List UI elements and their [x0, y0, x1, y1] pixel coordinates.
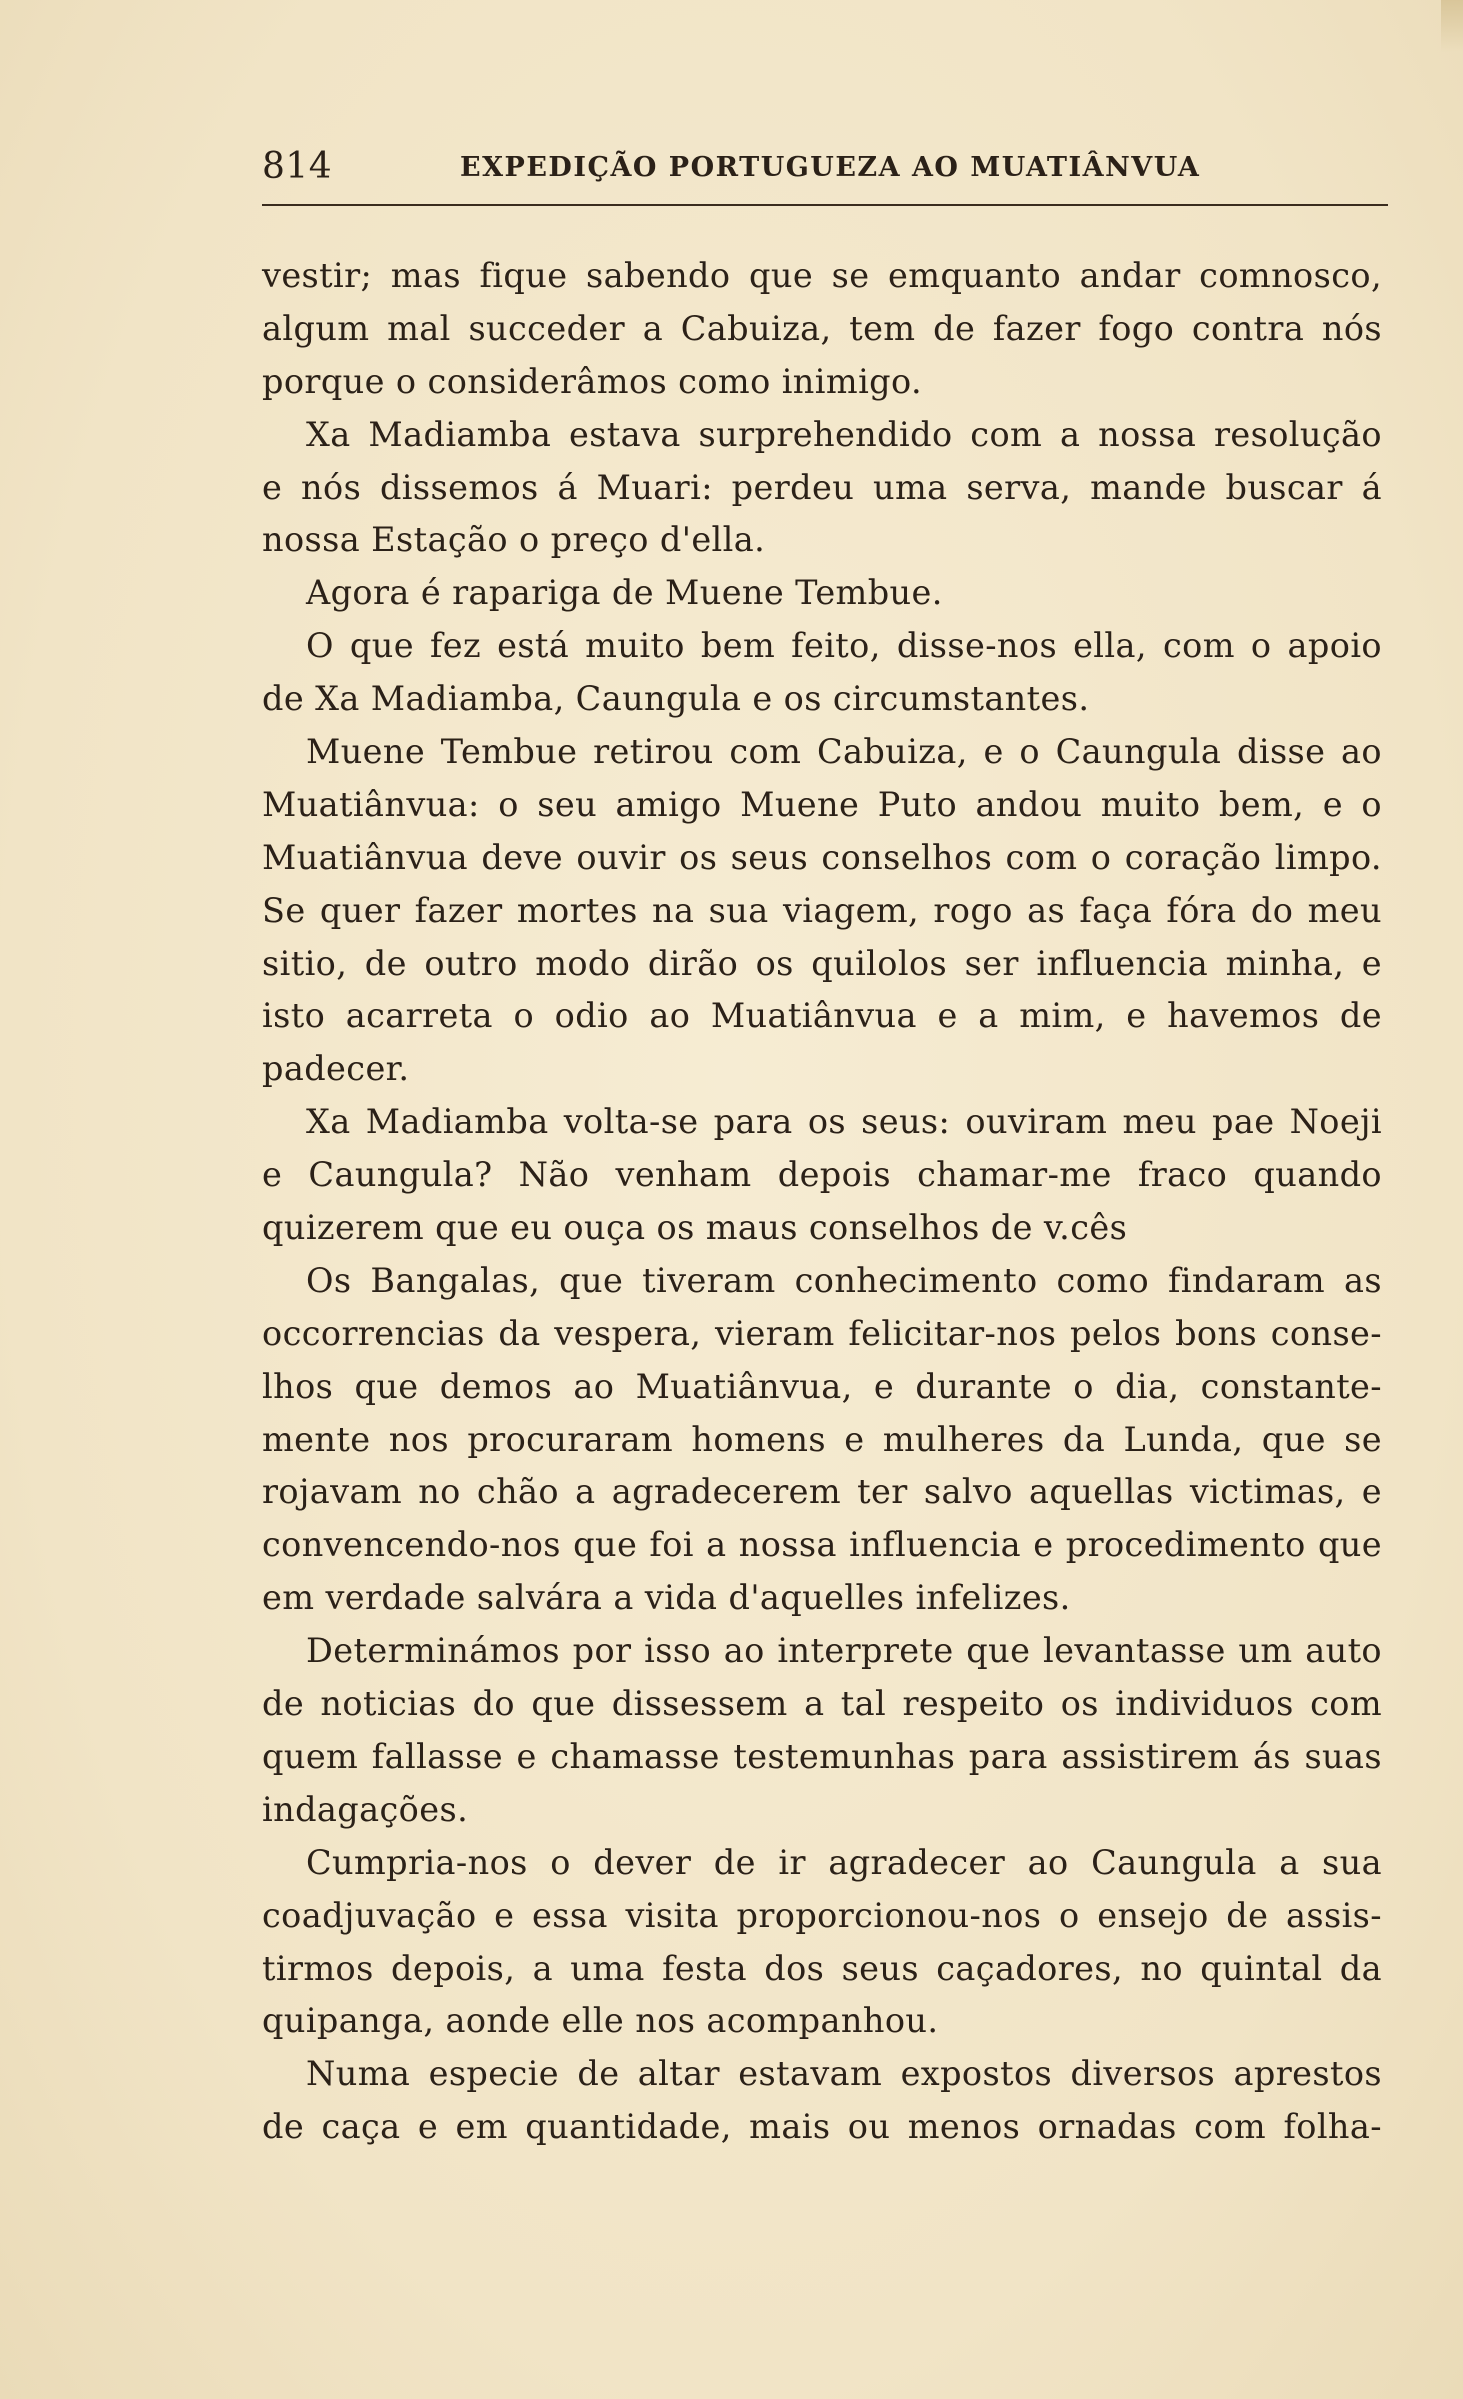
text-line: Xa Madiamba volta-se para os seus: ouviram meu pae Noeji [306, 1102, 1382, 1142]
text-line: padecer. [262, 1049, 410, 1089]
text-line: de Xa Madiamba, Caungula e os circumstantes. [262, 679, 1090, 719]
text-line: rojavam no chão a agradecerem ter salvo aquellas victimas, e [262, 1472, 1382, 1512]
text-line: Muene Tembue retirou com Cabuiza, e o Caungula disse ao [306, 732, 1382, 772]
text-line: nossa Estação o preço d'ella. [262, 520, 766, 560]
text-line: O que fez está muito bem feito, disse-nos ella, com o apoio [306, 626, 1382, 666]
text-line: algum mal succeder a Cabuiza, tem de fazer fogo contra nós [262, 308, 1382, 348]
text-line: quipanga, aonde elle nos acompanhou. [262, 2001, 939, 2041]
text-line: Xa Madiamba estava surprehendido com a nossa resolução [306, 414, 1382, 454]
text-line: lhos que demos ao Muatiânvua, e durante o dia, constante- [262, 1366, 1382, 1406]
page-edge-stain [1441, 0, 1463, 52]
text-line: porque o considerâmos como inimigo. [262, 361, 923, 401]
text-line: de noticias do que dissessem a tal respeito os individuos com [262, 1684, 1382, 1724]
text-line: quem fallasse e chamasse testemunhas para assistirem ás suas [262, 1736, 1382, 1776]
text-line: e nós dissemos á Muari: perdeu uma serva, mande buscar á [262, 467, 1382, 507]
page-header [262, 146, 1392, 188]
text-line: Cumpria-nos o dever de ir agradecer ao Caungula a sua [306, 1842, 1382, 1882]
text-line: Os Bangalas, que tiveram conhecimento como findaram as [306, 1260, 1382, 1300]
text-line: Agora é rapariga de Muene Tembue. [306, 573, 943, 613]
text-line: quizerem que eu ouça os maus conselhos de v.cês [262, 1208, 1128, 1248]
text-line: Muatiânvua deve ouvir os seus conselhos com o coração limpo. [262, 837, 1382, 877]
page-number: 814 [262, 146, 333, 187]
text-line: em verdade salvára a vida d'aquelles infelizes. [262, 1578, 1071, 1618]
text-line: sitio, de outro modo dirão os quilolos ser influencia minha, e [262, 943, 1382, 983]
text-line: mente nos procuraram homens e mulheres da Lunda, que se [262, 1419, 1382, 1459]
text-line: Determinámos por isso ao interprete que levantasse um auto [306, 1631, 1382, 1671]
text-line: coadjuvação e essa visita proporcionou-nos o ensejo de assis- [262, 1895, 1382, 1935]
body-text [262, 250, 1382, 2154]
running-title: EXPEDIÇÃO PORTUGUEZA AO MUATIÂNVUA [460, 152, 1201, 183]
text-line: Numa especie de altar estavam expostos diversos aprestos [306, 2054, 1382, 2094]
text-line: tirmos depois, a uma festa dos seus caçadores, no quintal da [262, 1948, 1382, 1988]
text-line: e Caungula? Não venham depois chamar-me fraco quando [262, 1155, 1382, 1195]
text-line: vestir; mas fique sabendo que se emquanto andar comnosco, [262, 256, 1382, 295]
text-line: Muatiânvua: o seu amigo Muene Puto andou muito bem, e o [262, 784, 1382, 824]
text-line: isto acarreta o odio ao Muatiânvua e a mim, e havemos de [262, 996, 1382, 1036]
text-line: de caça e em quantidade, mais ou menos ornadas com folha- [262, 2107, 1382, 2147]
header-rule [262, 204, 1388, 206]
text-line: Se quer fazer mortes na sua viagem, rogo as faça fóra do meu [262, 890, 1382, 930]
text-line: occorrencias da vespera, vieram felicitar-nos pelos bons conse- [262, 1313, 1382, 1353]
text-line: convencendo-nos que foi a nossa influencia e procedimento que [262, 1525, 1382, 1565]
text-line: indagações. [262, 1789, 469, 1829]
